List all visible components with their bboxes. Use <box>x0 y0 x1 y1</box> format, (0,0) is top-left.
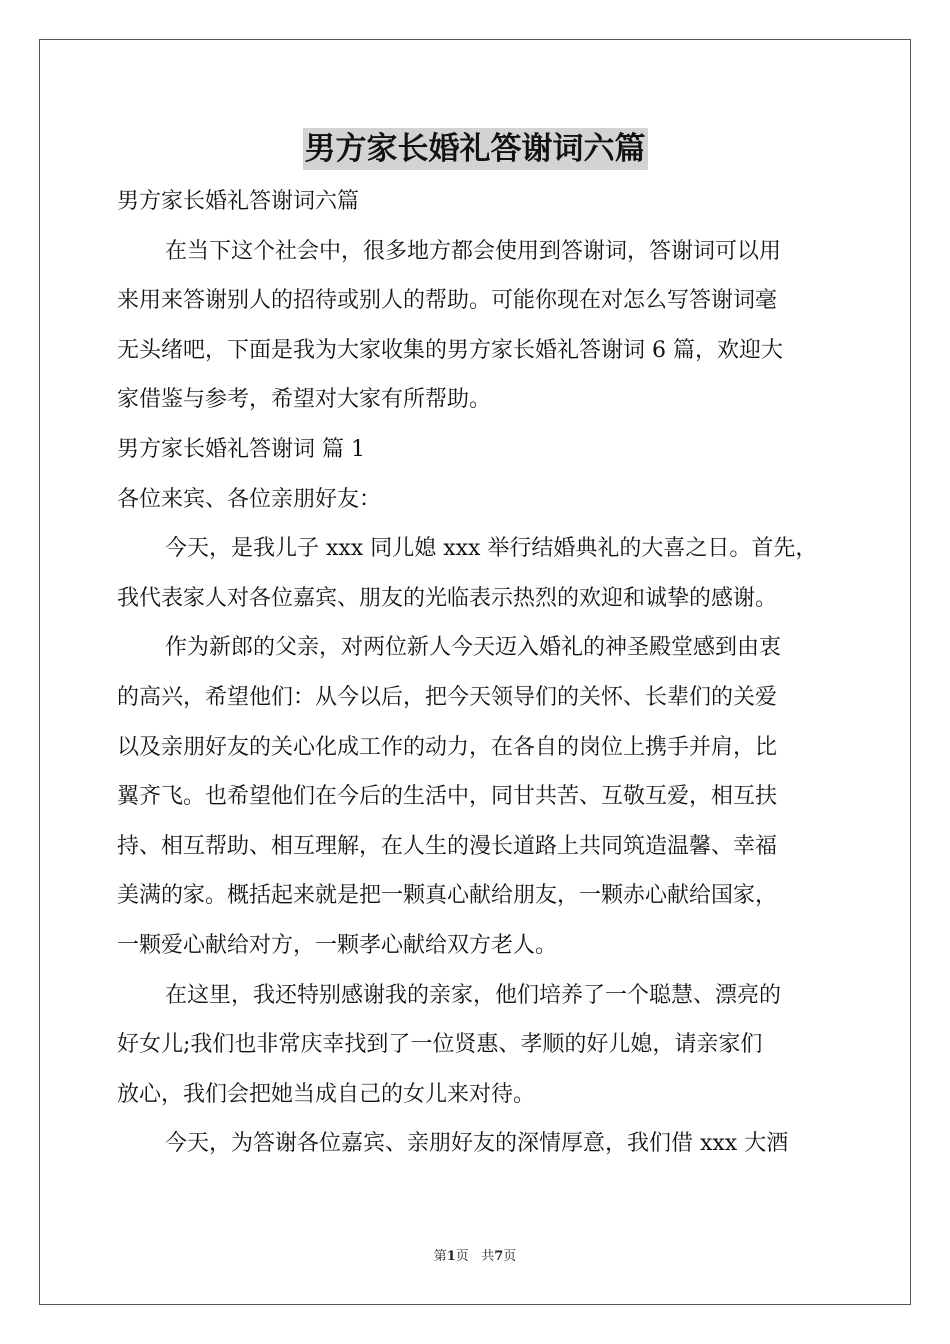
text-line: 今天，为答谢各位嘉宾、亲朋好友的深情厚意，我们借 xxx 大酒 <box>165 1131 789 1157</box>
page-footer <box>0 1248 950 1266</box>
text-line: 作为新郎的父亲，对两位新人今天迈入婚礼的神圣殿堂感到由衷 <box>165 635 782 661</box>
document-title: 男方家长婚礼答谢词六篇 <box>303 128 648 170</box>
text-line: 家借鉴与参考，希望对大家有所帮助。 <box>117 387 492 413</box>
text-line: 今天，是我儿子 xxx 同儿媳 xxx 举行结婚典礼的大喜之日。首先， <box>165 536 818 562</box>
title-container <box>0 128 950 170</box>
text-line: 来用来答谢别人的招待或别人的帮助。可能你现在对怎么写答谢词毫 <box>117 288 778 314</box>
footer-page-total: 7 <box>494 1249 504 1264</box>
text-line: 放心，我们会把她当成自己的女儿来对待。 <box>117 1081 536 1107</box>
text-line: 美满的家。概括起来就是把一颗真心献给朋友，一颗赤心献给国家， <box>117 883 778 909</box>
footer-total-prefix: 共 <box>481 1249 495 1264</box>
text-line: 在当下这个社会中，很多地方都会使用到答谢词，答谢词可以用 <box>165 238 782 264</box>
footer-page-current: 1 <box>446 1249 456 1264</box>
text-line: 好女儿;我们也非常庆幸找到了一位贤惠、孝顺的好儿媳，请亲家们 <box>117 1032 763 1058</box>
text-line: 各位来宾、各位亲朋好友： <box>117 486 382 512</box>
text-line: 一颗爱心献给对方，一颗孝心献给双方老人。 <box>117 932 558 958</box>
text-line: 的高兴，希望他们：从今以后，把今天领导们的关怀、长辈们的关爱 <box>117 684 778 710</box>
footer-total-suffix: 页 <box>503 1249 517 1264</box>
footer-page-suffix: 页 <box>455 1249 469 1264</box>
text-line: 男方家长婚礼答谢词 篇 1 <box>117 436 365 462</box>
text-line: 无头绪吧，下面是我为大家收集的男方家长婚礼答谢词 6 篇，欢迎大 <box>117 337 783 363</box>
document-body <box>117 177 837 1169</box>
text-line: 翼齐飞。也希望他们在今后的生活中，同甘共苦、互敬互爱，相互扶 <box>117 784 778 810</box>
text-line: 在这里，我还特别感谢我的亲家，他们培养了一个聪慧、漂亮的 <box>165 982 782 1008</box>
text-line: 我代表家人对各位嘉宾、朋友的光临表示热烈的欢迎和诚挚的感谢。 <box>117 585 778 611</box>
text-line: 男方家长婚礼答谢词六篇 <box>117 189 360 214</box>
footer-page-prefix: 第 <box>433 1249 447 1264</box>
text-line: 以及亲朋好友的关心化成工作的动力，在各自的岗位上携手并肩，比 <box>117 734 778 760</box>
text-line: 持、相互帮助、相互理解，在人生的漫长道路上共同筑造温馨、幸福 <box>117 833 778 859</box>
